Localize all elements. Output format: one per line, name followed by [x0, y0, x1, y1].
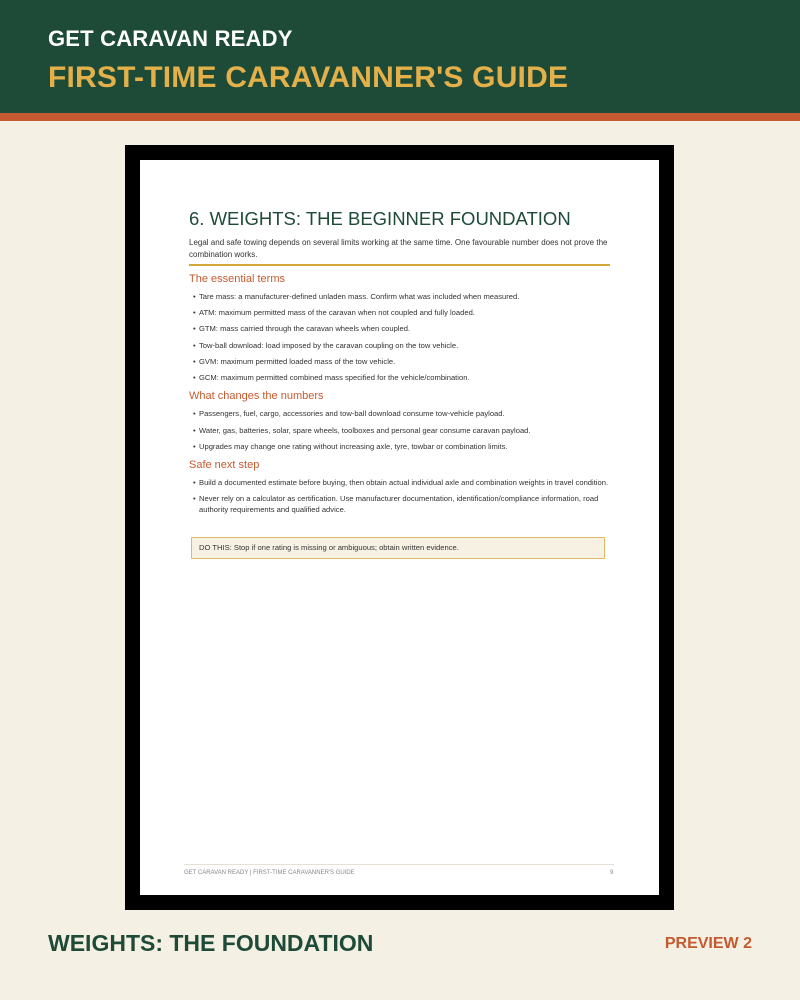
list-item: • ATM: maximum permitted mass of the caravan when not coupled and fully loaded.: [193, 307, 611, 318]
section-heading-what-changes: What changes the numbers: [189, 390, 324, 402]
list-item: • GTM: mass carried through the caravan wheels when coupled.: [193, 323, 611, 334]
preview-caption: WEIGHTS: THE FOUNDATION: [48, 930, 374, 956]
preview-label: PREVIEW 2: [664, 935, 752, 952]
section-heading-safe-next-step: Safe next step: [189, 459, 260, 471]
page-footer: GET CARAVAN READY | FIRST-TIME CARAVANNER'S GUIDE: [184, 870, 355, 876]
list-item: • GVM: maximum permitted loaded mass of the tow vehicle.: [193, 356, 611, 367]
list-item: • Water, gas, batteries, solar, spare wheels, toolboxes and personal gear consume caravan payload.: [193, 425, 611, 436]
list-item: • Upgrades may change one rating without increasing axle, tyre, towbar or combination limits.: [193, 441, 611, 452]
list-item: • Passengers, fuel, cargo, accessories and tow-ball download consume tow-vehicle payload.: [193, 408, 611, 419]
page-number: 9: [610, 870, 614, 876]
heading-divider: [189, 264, 610, 266]
section-heading-essential-terms: The essential terms: [189, 273, 285, 285]
safe-next-step-list: [193, 477, 611, 515]
header-stripe: [0, 113, 800, 121]
essential-terms-list: [193, 291, 611, 383]
footer-divider: [184, 864, 614, 865]
page-heading: 6. WEIGHTS: THE BEGINNER FOUNDATION: [189, 208, 571, 229]
header-banner: [0, 0, 800, 113]
what-changes-list: [193, 408, 611, 452]
intro-paragraph: Legal and safe towing depends on several limits working at the same time. One favourable number does not prove the combination works.: [189, 238, 608, 259]
list-item: • Tow-ball download: load imposed by the caravan coupling on the tow vehicle.: [193, 340, 611, 351]
list-item: • Build a documented estimate before buying, then obtain actual individual axle and combination weights in travel condition.: [193, 477, 611, 488]
list-item: • Tare mass: a manufacturer-defined unladen mass. Confirm what was included when measured.: [193, 291, 611, 302]
brand-name: GET CARAVAN READY: [48, 26, 293, 51]
list-item: • GCM: maximum permitted combined mass specified for the vehicle/combination.: [193, 372, 611, 383]
document-page: [140, 160, 659, 895]
list-item: • Never rely on a calculator as certification. Use manufacturer documentation, identification/compliance information, road authority requirements and qualified advice.: [193, 493, 611, 515]
guide-title: FIRST-TIME CARAVANNER'S GUIDE: [48, 61, 569, 94]
do-this-callout: DO THIS: Stop if one rating is missing or ambiguous; obtain written evidence.: [191, 537, 605, 559]
